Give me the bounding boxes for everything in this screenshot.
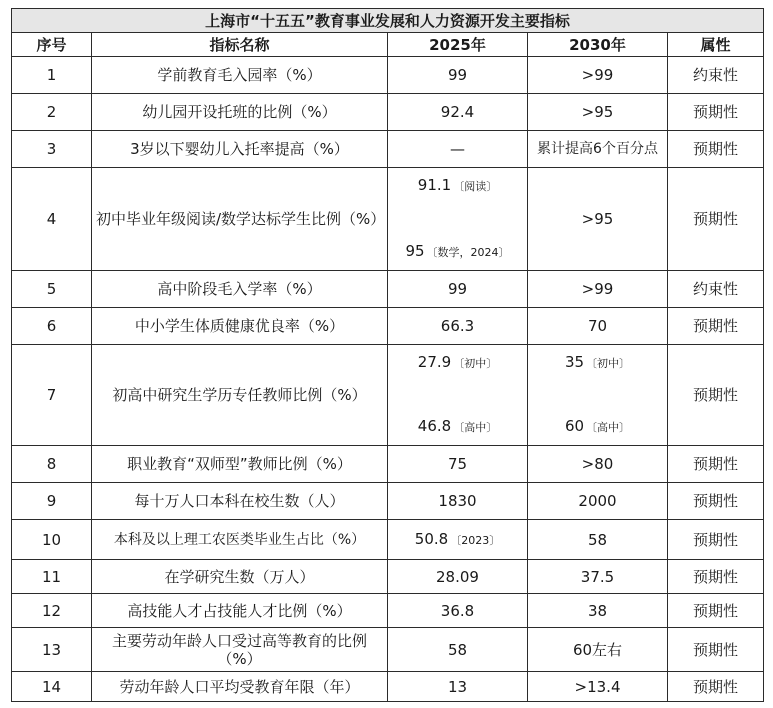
row-attr: 预期性 — [668, 131, 764, 168]
row-2030-multi — [528, 345, 668, 446]
row-attr: 约束性 — [668, 57, 764, 94]
table-row — [12, 560, 764, 594]
value-senior: 60 — [564, 417, 585, 435]
row-2025 — [388, 520, 528, 560]
row-attr: 预期性 — [668, 560, 764, 594]
row-2025: 75 — [388, 446, 528, 483]
row-2025: 36.8 — [388, 594, 528, 628]
row-attr: 预期性 — [668, 94, 764, 131]
row-2030: 60左右 — [528, 628, 668, 672]
value-line — [392, 241, 523, 263]
row-2025: 28.09 — [388, 560, 528, 594]
row-name: 劳动年龄人口平均受教育年限（年） — [92, 672, 388, 702]
value-senior: 46.8 — [417, 417, 452, 435]
header-2025: 2025年 — [388, 33, 528, 57]
row-2025: 99 — [388, 271, 528, 308]
row-no: 3 — [12, 131, 92, 168]
row-2030: 累计提高6个百分点 — [528, 131, 668, 168]
row-attr: 预期性 — [668, 628, 764, 672]
row-attr: 预期性 — [668, 345, 764, 446]
row-2030: >99 — [528, 271, 668, 308]
value-note: 〔阅读〕 — [453, 180, 498, 193]
row-attr: 预期性 — [668, 483, 764, 520]
table-row — [12, 168, 764, 271]
header-name: 指标名称 — [92, 33, 388, 57]
row-name: 3岁以下婴幼儿入托率提高（%） — [92, 131, 388, 168]
row-no: 14 — [12, 672, 92, 702]
value-main: 50.8 — [414, 529, 449, 548]
value-junior: 35 — [564, 353, 585, 371]
row-2030: 37.5 — [528, 560, 668, 594]
row-attr: 预期性 — [668, 308, 764, 345]
row-name: 初高中研究生学历专任教师比例（%） — [92, 345, 388, 446]
row-name: 本科及以上理工农医类毕业生占比（%） — [92, 520, 388, 560]
value-line — [532, 352, 663, 374]
table-row — [12, 446, 764, 483]
row-attr: 预期性 — [668, 672, 764, 702]
row-no: 11 — [12, 560, 92, 594]
row-2030: 58 — [528, 520, 668, 560]
row-2025-multi — [388, 168, 528, 271]
row-name: 高中阶段毛入学率（%） — [92, 271, 388, 308]
row-no: 2 — [12, 94, 92, 131]
table-row — [12, 628, 764, 672]
row-no: 5 — [12, 271, 92, 308]
row-attr: 预期性 — [668, 520, 764, 560]
table-title: 上海市“十五五”教育事业发展和人力资源开发主要指标 — [12, 9, 764, 33]
row-no: 6 — [12, 308, 92, 345]
header-2030: 2030年 — [528, 33, 668, 57]
value-note: 〔初中〕 — [586, 357, 631, 370]
table-title-row — [12, 9, 764, 33]
table-row — [12, 308, 764, 345]
value-note: 〔高中〕 — [586, 421, 631, 434]
row-2030: >13.4 — [528, 672, 668, 702]
table-row — [12, 483, 764, 520]
value-reading: 91.1 — [417, 176, 452, 194]
row-2025: 92.4 — [388, 94, 528, 131]
row-2030: 2000 — [528, 483, 668, 520]
row-name: 初中毕业年级阅读/数学达标学生比例（%） — [92, 168, 388, 271]
row-no: 4 — [12, 168, 92, 271]
row-2025: 66.3 — [388, 308, 528, 345]
row-attr: 预期性 — [668, 168, 764, 271]
row-name: 学前教育毛入园率（%） — [92, 57, 388, 94]
row-2030: >95 — [528, 168, 668, 271]
row-2025: 99 — [388, 57, 528, 94]
row-2030: >99 — [528, 57, 668, 94]
value-note: 〔2023〕 — [450, 533, 501, 547]
value-line — [392, 175, 523, 197]
value-math: 95 — [405, 242, 425, 260]
row-name: 在学研究生数（万人） — [92, 560, 388, 594]
row-name: 每十万人口本科在校生数（人） — [92, 483, 388, 520]
row-2030: 38 — [528, 594, 668, 628]
row-2025: 58 — [388, 628, 528, 672]
row-no: 10 — [12, 520, 92, 560]
row-2030: >95 — [528, 94, 668, 131]
row-no: 9 — [12, 483, 92, 520]
row-2030: >80 — [528, 446, 668, 483]
row-no: 7 — [12, 345, 92, 446]
row-name: 主要劳动年龄人口受过高等教育的比例（%） — [92, 628, 388, 672]
table-row — [12, 94, 764, 131]
row-no: 1 — [12, 57, 92, 94]
row-name: 中小学生体质健康优良率（%） — [92, 308, 388, 345]
row-2025-multi — [388, 345, 528, 446]
row-attr: 预期性 — [668, 594, 764, 628]
row-name: 幼儿园开设托班的比例（%） — [92, 94, 388, 131]
row-attr: 预期性 — [668, 446, 764, 483]
header-no: 序号 — [12, 33, 92, 57]
row-2025: 13 — [388, 672, 528, 702]
table-row — [12, 271, 764, 308]
table-row — [12, 57, 764, 94]
table-row — [12, 131, 764, 168]
row-no: 12 — [12, 594, 92, 628]
row-no: 8 — [12, 446, 92, 483]
value-note: 〔数学，2024〕 — [426, 246, 510, 259]
row-2025: 1830 — [388, 483, 528, 520]
indicators-table — [11, 8, 764, 702]
value-line — [532, 416, 663, 438]
value-junior: 27.9 — [417, 353, 452, 371]
row-no: 13 — [12, 628, 92, 672]
table-row — [12, 520, 764, 560]
table-row — [12, 594, 764, 628]
table-row — [12, 345, 764, 446]
row-name: 职业教育“双师型”教师比例（%） — [92, 446, 388, 483]
row-2025: — — [388, 131, 528, 168]
header-attr: 属性 — [668, 33, 764, 57]
row-2030: 70 — [528, 308, 668, 345]
row-attr: 约束性 — [668, 271, 764, 308]
value-line — [392, 416, 523, 438]
value-note: 〔初中〕 — [453, 357, 498, 370]
row-name: 高技能人才占技能人才比例（%） — [92, 594, 388, 628]
header-row — [12, 33, 764, 57]
value-line — [392, 352, 523, 374]
value-note: 〔高中〕 — [453, 421, 498, 434]
table-row — [12, 672, 764, 702]
